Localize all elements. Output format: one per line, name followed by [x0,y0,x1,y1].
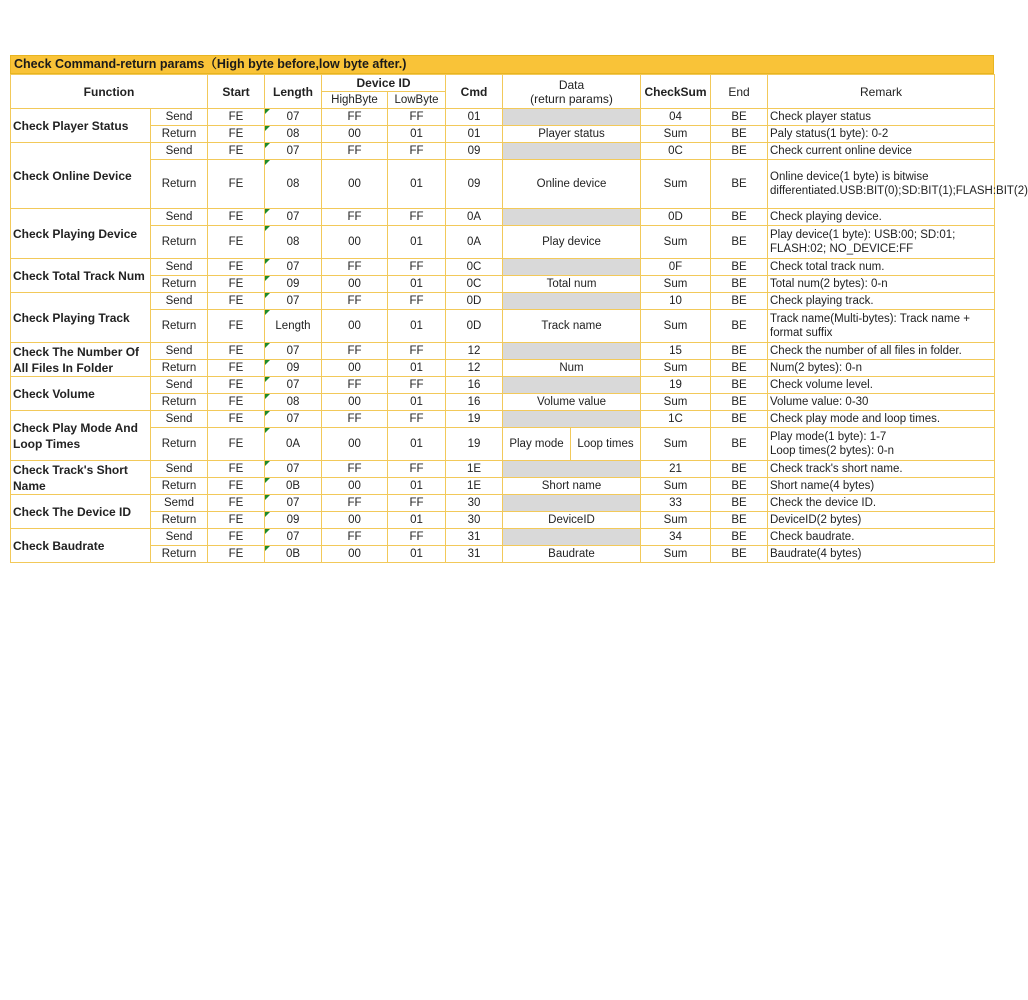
data-cell-empty [503,495,641,512]
checksum-cell: 10 [641,293,711,310]
high-byte-cell: 00 [322,276,388,293]
cmd-cell: 12 [446,360,503,377]
start-cell: FE [208,478,265,495]
checksum-cell: 0D [641,209,711,226]
low-byte-cell: FF [388,411,446,428]
header-device-id: Device ID [322,75,446,92]
end-cell: BE [711,411,768,428]
checksum-cell: 0C [641,143,711,160]
high-byte-cell: FF [322,529,388,546]
low-byte-cell: FF [388,377,446,394]
checksum-cell: Sum [641,478,711,495]
direction-cell: Send [151,109,208,126]
high-byte-cell: FF [322,495,388,512]
end-cell: BE [711,495,768,512]
direction-cell: Return [151,478,208,495]
checksum-cell: 1C [641,411,711,428]
checksum-cell: Sum [641,428,711,461]
end-cell: BE [711,293,768,310]
remark-cell: Check play mode and loop times. [768,411,995,428]
high-byte-cell: FF [322,109,388,126]
end-cell: BE [711,478,768,495]
length-cell: 07 [265,529,322,546]
high-byte-cell: FF [322,411,388,428]
direction-cell: Send [151,461,208,478]
data-cell-empty [503,143,641,160]
function-name: Check Track's Short Name [11,461,151,495]
table-row [11,546,995,563]
end-cell: BE [711,343,768,360]
low-byte-cell: FF [388,259,446,276]
direction-cell: Send [151,411,208,428]
data-cell-empty [503,529,641,546]
length-cell: 07 [265,495,322,512]
data-cell-empty [503,109,641,126]
checksum-cell: Sum [641,276,711,293]
data-cell: DeviceID [503,512,641,529]
length-cell: 0B [265,546,322,563]
remark-cell: Check the number of all files in folder. [768,343,995,360]
checksum-cell: 19 [641,377,711,394]
header-data: Data (return params) [503,75,641,109]
start-cell: FE [208,428,265,461]
remark-cell: Short name(4 bytes) [768,478,995,495]
direction-cell: Send [151,377,208,394]
start-cell: FE [208,377,265,394]
high-byte-cell: 00 [322,546,388,563]
data-cell-empty [503,209,641,226]
remark-cell: Check the device ID. [768,495,995,512]
end-cell: BE [711,546,768,563]
low-byte-cell: 01 [388,394,446,411]
table-row [11,478,995,495]
checksum-cell: Sum [641,226,711,259]
direction-cell: Send [151,529,208,546]
remark-cell: Paly status(1 byte): 0-2 [768,126,995,143]
cmd-cell: 0D [446,310,503,343]
cmd-cell: 31 [446,529,503,546]
start-cell: FE [208,360,265,377]
length-cell: 08 [265,226,322,259]
data-cell-empty [503,343,641,360]
cmd-cell: 30 [446,495,503,512]
function-name: Check Volume [11,377,151,411]
length-cell: 09 [265,276,322,293]
remark-cell: Check playing track. [768,293,995,310]
table-row [11,143,995,160]
low-byte-cell: 01 [388,546,446,563]
checksum-cell: 15 [641,343,711,360]
end-cell: BE [711,512,768,529]
length-cell: 07 [265,293,322,310]
table-row [11,259,995,276]
high-byte-cell: 00 [322,394,388,411]
high-byte-cell: FF [322,209,388,226]
length-cell: 07 [265,143,322,160]
length-cell: 07 [265,377,322,394]
direction-cell: Return [151,126,208,143]
end-cell: BE [711,276,768,293]
cmd-cell: 16 [446,394,503,411]
start-cell: FE [208,461,265,478]
end-cell: BE [711,160,768,209]
start-cell: FE [208,109,265,126]
remark-cell: Baudrate(4 bytes) [768,546,995,563]
table-row [11,276,995,293]
remark-cell: Check track's short name. [768,461,995,478]
high-byte-cell: 00 [322,478,388,495]
start-cell: FE [208,310,265,343]
length-cell: 07 [265,343,322,360]
length-cell: 07 [265,461,322,478]
high-byte-cell: 00 [322,310,388,343]
low-byte-cell: 01 [388,428,446,461]
end-cell: BE [711,310,768,343]
function-name: Check Player Status [11,109,151,143]
table-row [11,461,995,478]
checksum-cell: Sum [641,310,711,343]
start-cell: FE [208,209,265,226]
start-cell: FE [208,293,265,310]
checksum-cell: Sum [641,394,711,411]
direction-cell: Return [151,428,208,461]
data-cell: Num [503,360,641,377]
cmd-cell: 0C [446,259,503,276]
function-name: Check Baudrate [11,529,151,563]
length-cell: 09 [265,360,322,377]
start-cell: FE [208,343,265,360]
remark-cell: Num(2 bytes): 0-n [768,360,995,377]
table-body [11,109,1028,563]
table-row [11,126,995,143]
cmd-cell: 1E [446,478,503,495]
end-cell: BE [711,109,768,126]
function-name: Check Playing Device [11,209,151,259]
data-cell-empty [503,377,641,394]
low-byte-cell: FF [388,461,446,478]
checksum-cell: 0F [641,259,711,276]
length-cell: 0A [265,428,322,461]
cmd-cell: 09 [446,160,503,209]
checksum-cell: 34 [641,529,711,546]
direction-cell: Return [151,360,208,377]
start-cell: FE [208,529,265,546]
low-byte-cell: 01 [388,478,446,495]
high-byte-cell: FF [322,343,388,360]
remark-cell: Online device(1 byte) is bitwise differentiated.USB:BIT(0);SD:BIT(1);FLASH:BIT(2) [768,160,995,209]
table-row [11,310,995,343]
length-cell: 07 [265,209,322,226]
end-cell: BE [711,529,768,546]
function-name: Check The Device ID [11,495,151,529]
direction-cell: Send [151,259,208,276]
header-length: Length [265,75,322,109]
command-table [10,74,1028,563]
length-cell: 07 [265,411,322,428]
low-byte-cell: FF [388,209,446,226]
header-remark: Remark [768,75,995,109]
low-byte-cell: FF [388,495,446,512]
data-cell: Baudrate [503,546,641,563]
data-cell: Short name [503,478,641,495]
length-cell: 08 [265,160,322,209]
header-start: Start [208,75,265,109]
start-cell: FE [208,276,265,293]
checksum-cell: Sum [641,360,711,377]
remark-cell: Check current online device [768,143,995,160]
data-cell-empty [503,293,641,310]
checksum-cell: 21 [641,461,711,478]
checksum-cell: Sum [641,126,711,143]
low-byte-cell: FF [388,109,446,126]
table-row [11,109,995,126]
header-checksum: CheckSum [641,75,711,109]
table-row [11,411,995,428]
low-byte-cell: 01 [388,310,446,343]
high-byte-cell: 00 [322,360,388,377]
length-cell: 0B [265,478,322,495]
data-cell-empty [503,259,641,276]
low-byte-cell: 01 [388,226,446,259]
end-cell: BE [711,259,768,276]
direction-cell: Return [151,276,208,293]
spreadsheet [10,55,1028,563]
start-cell: FE [208,143,265,160]
remark-cell: Play device(1 byte): USB:00; SD:01; FLASH:02; NO_DEVICE:FF [768,226,995,259]
checksum-cell: Sum [641,512,711,529]
direction-cell: Return [151,226,208,259]
high-byte-cell: 00 [322,512,388,529]
low-byte-cell: 01 [388,360,446,377]
high-byte-cell: FF [322,377,388,394]
remark-cell: DeviceID(2 bytes) [768,512,995,529]
data-cell: Player status [503,126,641,143]
low-byte-cell: FF [388,343,446,360]
direction-cell: Send [151,143,208,160]
end-cell: BE [711,428,768,461]
table-row [11,377,995,394]
table-row [11,360,995,377]
data-cell-2: Loop times [571,428,641,461]
end-cell: BE [711,377,768,394]
header-low-byte: LowByte [388,92,446,109]
header-cmd: Cmd [446,75,503,109]
cmd-cell: 30 [446,512,503,529]
low-byte-cell: 01 [388,126,446,143]
checksum-cell: 04 [641,109,711,126]
length-cell: 07 [265,109,322,126]
function-name: Check The Number Of All Files In Folder [11,343,151,377]
cmd-cell: 0A [446,209,503,226]
start-cell: FE [208,495,265,512]
cmd-cell: 0D [446,293,503,310]
function-name: Check Total Track Num [11,259,151,293]
function-name: Check Online Device [11,143,151,209]
length-cell: 08 [265,394,322,411]
checksum-cell: Sum [641,546,711,563]
cmd-cell: 19 [446,428,503,461]
length-cell: 07 [265,259,322,276]
remark-cell: Total num(2 bytes): 0-n [768,276,995,293]
function-name: Check Play Mode And Loop Times [11,411,151,461]
cmd-cell: 19 [446,411,503,428]
high-byte-cell: 00 [322,226,388,259]
low-byte-cell: FF [388,293,446,310]
data-cell: Online device [503,160,641,209]
end-cell: BE [711,360,768,377]
header-function: Function [11,75,208,109]
cmd-cell: 01 [446,109,503,126]
high-byte-cell: FF [322,461,388,478]
low-byte-cell: FF [388,143,446,160]
table-row [11,343,995,360]
function-name: Check Playing Track [11,293,151,343]
end-cell: BE [711,126,768,143]
data-cell: Play mode [503,428,571,461]
table-row [11,160,995,209]
start-cell: FE [208,160,265,209]
sheet-title: Check Command-return params（High byte before,low byte after.) [10,55,994,74]
start-cell: FE [208,126,265,143]
table-row [11,512,995,529]
header-end: End [711,75,768,109]
remark-cell: Check total track num. [768,259,995,276]
length-cell: 09 [265,512,322,529]
header-high-byte: HighByte [322,92,388,109]
end-cell: BE [711,143,768,160]
table-row [11,293,995,310]
data-cell: Track name [503,310,641,343]
end-cell: BE [711,209,768,226]
low-byte-cell: 01 [388,276,446,293]
cmd-cell: 12 [446,343,503,360]
remark-cell: Check playing device. [768,209,995,226]
remark-cell: Volume value: 0-30 [768,394,995,411]
cmd-cell: 16 [446,377,503,394]
cmd-cell: 0C [446,276,503,293]
low-byte-cell: 01 [388,160,446,209]
remark-cell: Check volume level. [768,377,995,394]
direction-cell: Return [151,160,208,209]
end-cell: BE [711,461,768,478]
direction-cell: Send [151,293,208,310]
high-byte-cell: FF [322,259,388,276]
high-byte-cell: FF [322,143,388,160]
table-row [11,529,995,546]
end-cell: BE [711,394,768,411]
length-cell: Length [265,310,322,343]
low-byte-cell: FF [388,529,446,546]
start-cell: FE [208,512,265,529]
table-row [11,394,995,411]
direction-cell: Return [151,310,208,343]
start-cell: FE [208,226,265,259]
high-byte-cell: 00 [322,160,388,209]
low-byte-cell: 01 [388,512,446,529]
table-row [11,226,995,259]
remark-cell: Play mode(1 byte): 1-7 Loop times(2 bytes): 0-n [768,428,995,461]
direction-cell: Return [151,394,208,411]
high-byte-cell: FF [322,293,388,310]
data-cell-empty [503,411,641,428]
cmd-cell: 0A [446,226,503,259]
direction-cell: Send [151,343,208,360]
data-cell-empty [503,461,641,478]
cmd-cell: 31 [446,546,503,563]
high-byte-cell: 00 [322,428,388,461]
table-row [11,495,995,512]
remark-cell: Check player status [768,109,995,126]
start-cell: FE [208,411,265,428]
start-cell: FE [208,259,265,276]
remark-cell: Check baudrate. [768,529,995,546]
table-row [11,428,995,461]
direction-cell: Send [151,209,208,226]
direction-cell: Return [151,546,208,563]
cmd-cell: 1E [446,461,503,478]
direction-cell: Return [151,512,208,529]
data-cell: Volume value [503,394,641,411]
table-row [11,209,995,226]
start-cell: FE [208,546,265,563]
cmd-cell: 09 [446,143,503,160]
remark-cell: Track name(Multi-bytes): Track name + format suffix [768,310,995,343]
data-cell: Total num [503,276,641,293]
high-byte-cell: 00 [322,126,388,143]
direction-cell: Semd [151,495,208,512]
end-cell: BE [711,226,768,259]
cmd-cell: 01 [446,126,503,143]
checksum-cell: 33 [641,495,711,512]
checksum-cell: Sum [641,160,711,209]
length-cell: 08 [265,126,322,143]
data-cell: Play device [503,226,641,259]
start-cell: FE [208,394,265,411]
